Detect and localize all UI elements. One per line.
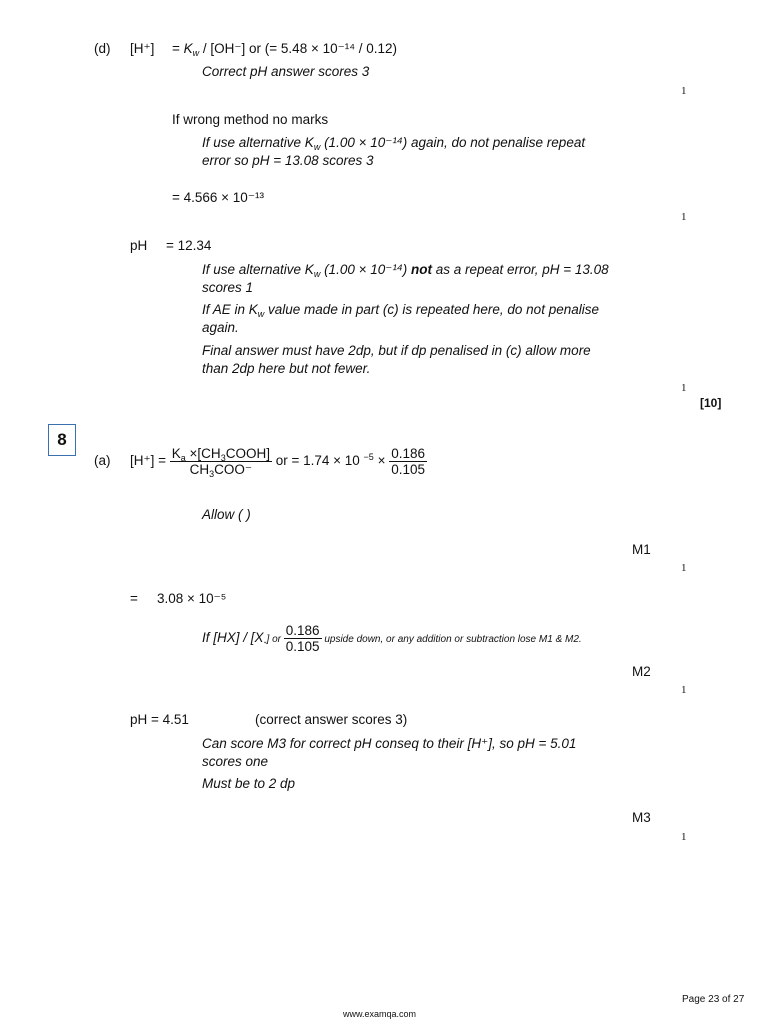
ph-value: = 12.34 [166,238,212,253]
h-ion-equation: [H⁺] = $\frac{K_a \times[CH_3COOH]}{CH_3COO^-}$ or = 1.74 × 10 $^{-5}$ × $\frac{0.186}{0.105}$ [130,445,425,479]
final-answer-note: Final answer must have 2dp, but if dp penalised in (c) allow more than 2dp here but not fewer. [202,343,591,376]
ph-result-note: (correct answer scores 3) [255,712,408,727]
m3-conseq-note: Can score M3 for correct pH conseq to their [H⁺], so pH = 5.01 scores one [202,736,577,769]
allow-note: Allow ( ) [202,507,251,522]
ph-label: pH [130,238,148,253]
wrong-method-note: If wrong method no marks [172,112,329,127]
mark: 1 [681,562,687,574]
part-a-label: (a) [94,453,111,468]
mark: 1 [681,831,687,843]
ka-fraction: $\frac{K_a \times[CH_3COOH]}{CH_3COO^-}$ [171,445,270,479]
h-ion-result: 3.08 × 10⁻⁵ [157,591,227,606]
part-d-label: (d) [94,41,111,56]
mark: 1 [681,211,687,223]
alt-kw-not-repeat-note: If use alternative $K_w$ (1.00 × 10⁻¹⁴) not as a repeat error, pH = 13.08 scores 1 [202,262,609,295]
mark: 1 [681,382,687,394]
hx-fraction: $\frac{0.186}{0.105}$ [285,622,320,654]
alt-kw-note: If use alternative $K_w$ (1.00 × 10⁻¹⁴) again, do not penalise repeat error so pH = 13.08 scores 3 [202,135,586,168]
kw-equation: = $K_w / [OH^-]$ or (= 5.48 × 10⁻¹⁴ / 0.12) [172,41,398,58]
m2-label: M2 [632,664,651,679]
dp-note: Must be to 2 dp [202,776,296,791]
h-ion-label: [H⁺] [130,41,155,56]
note-correct-ph: Correct pH answer scores 3 [202,64,370,79]
result-equals: = [130,591,138,606]
hx-note: If $[HX] / [X_-]$ or $\frac{0.186}{0.105}$ upside down, or any addition or subtraction lose M1 & M2. [202,622,582,654]
footer-url[interactable]: www.examqa.com [343,1009,417,1019]
mark: 1 [681,85,687,97]
page-number: Page 23 of 27 [682,994,745,1005]
total-marks: [10] [700,396,722,410]
question-number-box: 8 [48,424,76,456]
mark: 1 [681,684,687,696]
m3-label: M3 [632,810,651,825]
concentration-value: = 4.566 × 10⁻¹³ [172,190,264,205]
m1-label: M1 [632,542,651,557]
ae-note: If AE in $K_w$ value made in part (c) is repeated here, do not penalise again. [202,302,599,335]
conc-ratio-fraction: $\frac{0.186}{0.105}$ [391,445,425,477]
ph-result: pH = 4.51 [130,712,189,727]
